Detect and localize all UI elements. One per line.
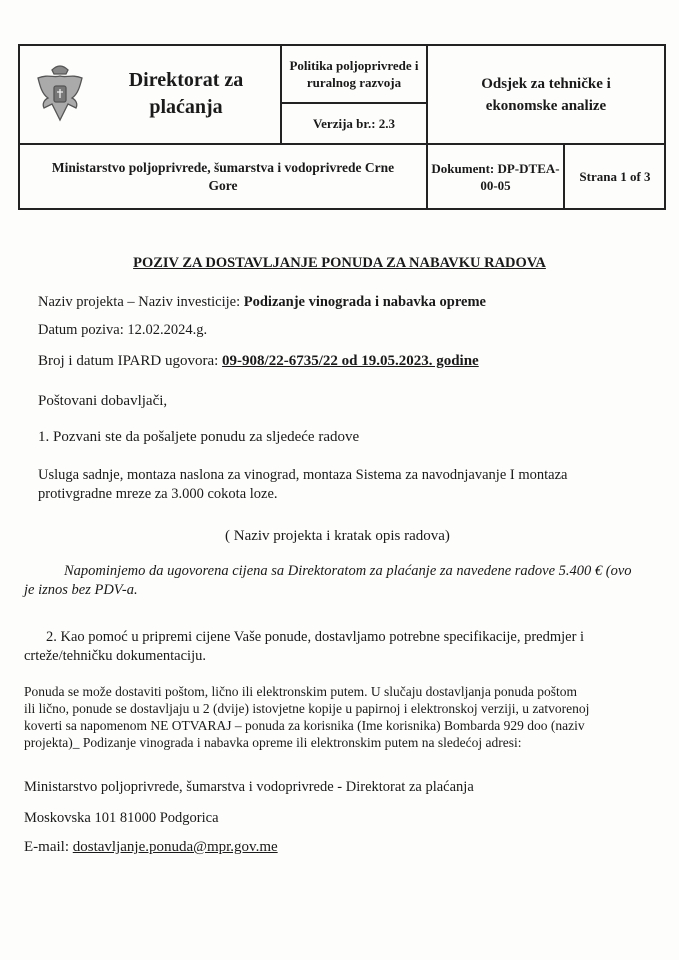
section-cell (428, 46, 664, 144)
date-label: Datum poziva: (38, 322, 128, 338)
email-link[interactable]: dostavljanje.ponuda@mpr.gov.me (72, 839, 278, 855)
ministry-cell (20, 145, 426, 209)
project-label: Naziv projekta – Naziv investicije: (38, 294, 244, 310)
document-line: Dokument: DP-DTEA- (431, 161, 560, 176)
ministry-line: Gore (208, 178, 238, 193)
section-line: ekonomske analize (485, 98, 607, 114)
project-value: Podizanje vinograda i nabavka opreme (243, 294, 486, 310)
page-title: POZIV ZA DOSTAVLJANJE PONUDA ZA NABAVKU RADOVA (133, 255, 546, 271)
org-name-line: Direktorat za (128, 69, 244, 91)
email-line (24, 838, 278, 857)
contract-line (38, 352, 479, 371)
delivery-line: projekta)_ Podizanje vinograda i nabavka opreme ili elektronskim putem na sledećoj adresi: (24, 735, 522, 750)
item-2-line: 2. Kao pomoć u pripremi cijene Vaše ponude, dostavljamo potrebne specifikacije, predmjer i (46, 629, 585, 645)
contract-label: Broj i datum IPARD ugovora: (38, 353, 223, 369)
document-line: 00-05 (480, 178, 511, 193)
policy-cell (282, 46, 426, 102)
works-description (38, 466, 567, 504)
date-value: 12.02.2024.g. (127, 322, 208, 338)
date-line (38, 321, 207, 340)
greeting: Poštovani dobavljači, (38, 393, 168, 409)
address-street: Moskovska 101 81000 Podgorica (24, 810, 219, 826)
delivery-line: koverti sa napomenom NE OTVARAJ – ponuda za korisnika (Ime korisnika) Bombarda 929 doo (naziv (24, 718, 585, 733)
project-line (38, 293, 486, 312)
document-cell (428, 145, 563, 209)
version-cell (282, 104, 426, 144)
version-label: Verzija br.: 2.3 (312, 116, 396, 131)
org-name-line: plaćanja (149, 96, 223, 118)
policy-line: ruralnog razvoja (306, 75, 402, 90)
item-1: 1. Pozvani ste da pošaljete ponudu za sljedeće radove (38, 429, 360, 445)
price-note (24, 562, 632, 600)
section-line: Odsjek za tehničke i (481, 76, 611, 92)
item-2 (24, 628, 644, 666)
delivery-line: Ponuda se može dostaviti poštom, lično ili elektronskim putem. U slučaju dostavljanja ponuda poštom (24, 684, 578, 699)
works-line: Usluga sadnje, montaza naslona za vinograd, montaza Sistema za navodnjavanje I montaza (38, 467, 568, 483)
contract-value: 09-908/22-6735/22 od 19.05.2023. godine (222, 353, 479, 369)
org-name (92, 46, 280, 142)
page-cell (565, 145, 665, 209)
works-caption: ( Naziv projekta i kratak opis radova) (225, 528, 450, 544)
note-line: je iznos bez PDV-a. (24, 582, 138, 598)
coat-of-arms-icon (30, 60, 90, 130)
note-line: Napominjemo da ugovorena cijena sa Direktoratom za plaćanje za navedene radove 5.400 € (ovo (64, 563, 632, 579)
delivery-paragraph (24, 683, 589, 751)
delivery-line: ili lično, ponude se dostavljaju u 2 (dvije) istovjetne kopije u papirnoj i elektronskoj verziji, u zatvorenoj (24, 701, 590, 716)
policy-line: Politika poljoprivrede i (289, 58, 419, 73)
item-2-line: crteže/tehničku dokumentaciju. (24, 648, 206, 664)
address-org: Ministarstvo poljoprivrede, šumarstva i vodoprivrede - Direktorat za plaćanja (24, 779, 474, 795)
email-label: E-mail: (24, 839, 73, 855)
page-number: Strana 1 of 3 (579, 169, 651, 184)
ministry-line: Ministarstvo poljoprivrede, šumarstva i vodoprivrede Crne (51, 160, 395, 175)
works-line: protivgradne mreze za 3.000 cokota loze. (38, 486, 278, 502)
